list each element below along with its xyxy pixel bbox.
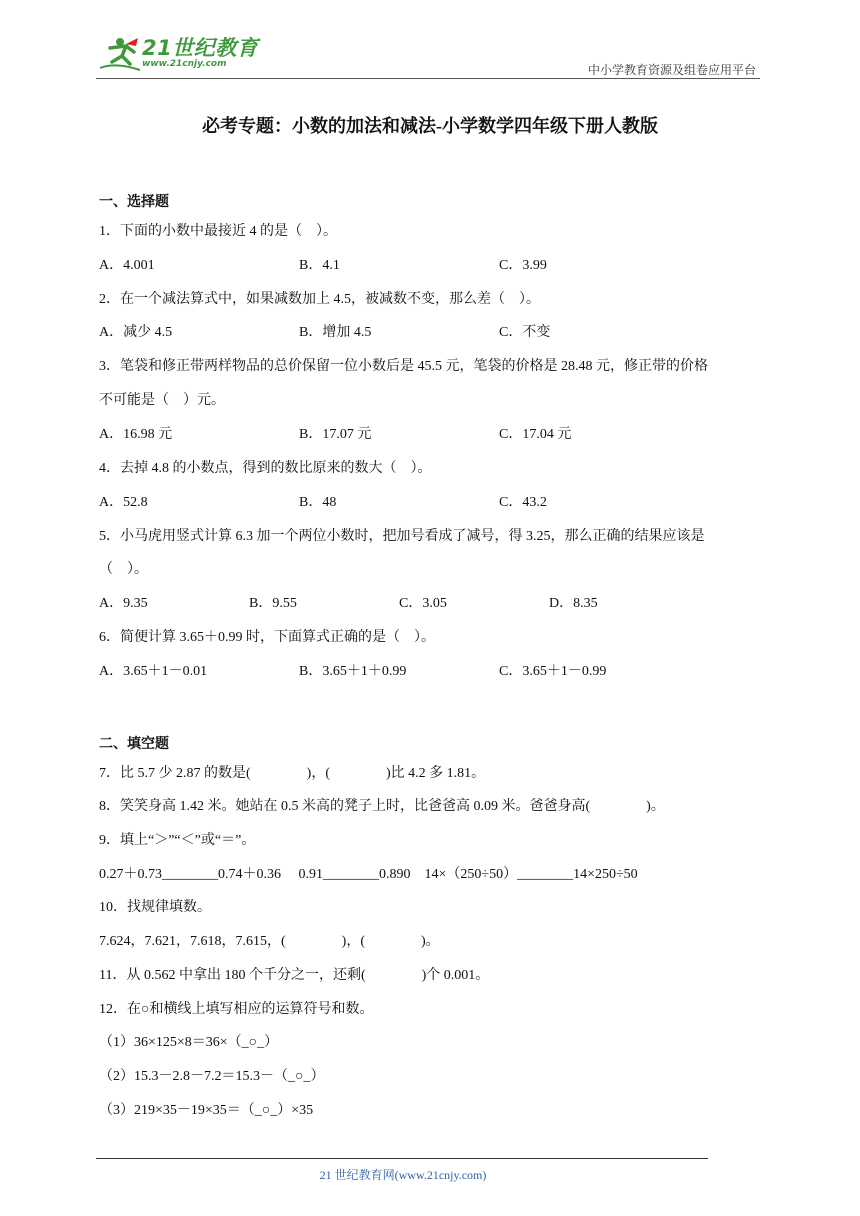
question-1: 1．下面的小数中最接近 4 的是（ ）。 — [99, 224, 337, 239]
footer-divider — [96, 1158, 708, 1159]
question-line: （2）15.3－2.8－7.2＝15.3－（_○_） — [99, 1069, 325, 1084]
logo-text: 21世纪教育 — [142, 36, 259, 60]
option: C．17.04 元 — [499, 427, 572, 442]
option: A．减少 4.5 — [99, 325, 173, 340]
option: A．16.98 元 — [99, 427, 173, 442]
question-line: 12．在○和横线上填写相应的运算符号和数。 — [99, 1002, 374, 1017]
question-5-cont: （ ）。 — [99, 562, 148, 577]
question-line: 9．填上“＞”“＜”或“＝”。 — [99, 833, 256, 848]
logo-url: www.21cnjy.com — [142, 59, 227, 69]
question-line: 8．笑笑身高 1.42 米。她站在 0.5 米高的凳子上时，比爸爸高 0.09 米。爸爸身高( )。 — [99, 799, 665, 814]
question-line: 10．找规律填数。 — [99, 900, 211, 915]
option: C．3.65＋1－0.99 — [499, 664, 607, 679]
question-4: 4．去掉 4.8 的小数点，得到的数比原来的数大（ ）。 — [99, 461, 432, 476]
question-line: 7.624，7.621，7.618，7.615，( )，( )。 — [99, 934, 440, 949]
question-line: 11．从 0.562 中拿出 180 个千分之一，还剩( )个 0.001。 — [99, 968, 490, 983]
platform-label: 中小学教育资源及组卷应用平台 — [587, 63, 756, 77]
option: B．17.07 元 — [299, 427, 372, 442]
option: B．增加 4.5 — [299, 325, 372, 340]
question-line: （1）36×125×8＝36×（_○_） — [99, 1035, 279, 1050]
section-heading: 二、填空题 — [99, 737, 169, 752]
question-6: 6．简便计算 3.65＋0.99 时，下面算式正确的是（ ）。 — [99, 630, 435, 645]
option: B．4.1 — [299, 258, 340, 273]
option: A．3.65＋1－0.01 — [99, 664, 208, 679]
question-2: 2．在一个减法算式中，如果减数加上 4.5，被减数不变，那么差（ ）。 — [99, 292, 540, 307]
option: B．48 — [299, 495, 337, 510]
page-header — [96, 30, 760, 80]
question-3-cont: 不可能是（ ）元。 — [99, 393, 225, 408]
header-divider — [96, 78, 760, 79]
option: A．9.35 — [99, 596, 148, 611]
question-line: 7．比 5.7 少 2.87 的数是( )，( )比 4.2 多 1.81。 — [99, 766, 486, 781]
option: C．不变 — [499, 325, 551, 340]
footer-text: 21 世纪教育网(www.21cnjy.com) — [319, 1168, 487, 1182]
question-line: 0.27＋0.73________0.74＋0.36 0.91________0.890 14×（250÷50）________14×250÷50 — [99, 867, 638, 882]
option: D．8.35 — [549, 596, 598, 611]
question-3: 3．笔袋和修正带两样物品的总价保留一位小数后是 45.5 元，笔袋的价格是 28.48 元，修正带的价格 — [99, 359, 708, 374]
option: C．3.05 — [399, 596, 447, 611]
option: C．3.99 — [499, 258, 547, 273]
option: B．3.65＋1＋0.99 — [299, 664, 407, 679]
option: A．4.001 — [99, 258, 155, 273]
option: B．9.55 — [249, 596, 297, 611]
option: C．43.2 — [499, 495, 547, 510]
question-5: 5．小马虎用竖式计算 6.3 加一个两位小数时，把加号看成了减号，得 3.25，那么正确的结果应该是 — [99, 529, 705, 544]
option: A．52.8 — [99, 495, 148, 510]
question-line: （3）219×35－19×35＝（_○_）×35 — [99, 1103, 314, 1118]
section-heading: 一、选择题 — [99, 195, 169, 210]
page-title: 必考专题：小数的加法和减法-小学数学四年级下册人教版 — [202, 116, 658, 136]
